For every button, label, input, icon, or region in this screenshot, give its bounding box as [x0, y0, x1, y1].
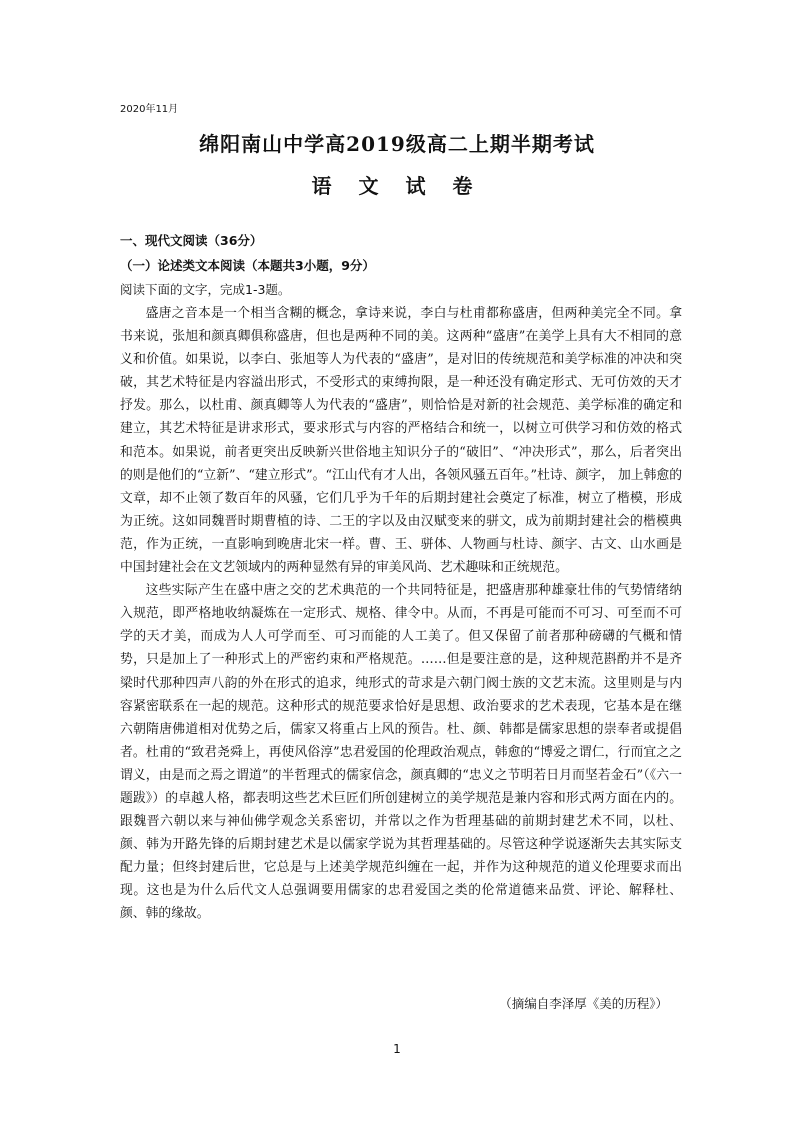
exam-subtitle: 语 文 试 卷 — [311, 174, 483, 198]
exam-title: 绵阳南山中学高2019级高二上期半期考试 — [199, 132, 595, 156]
passage-source: （摘编自李泽厚《美的历程》） — [499, 996, 668, 1011]
section-heading: 一、现代文阅读（36分） — [120, 233, 263, 248]
subsection-heading: （一）论述类文本阅读（本题共3小题，9分） — [120, 258, 375, 273]
reading-instruction: 阅读下面的文字，完成1-3题。 — [120, 282, 291, 297]
passage-paragraph-1: 盛唐之音本是一个相当含糊的概念，拿诗来说，李白与杜甫都称盛唐，但两种美完全不同。拿书来说，张旭和颜真卿俱称盛唐，但也是两种不同的美。这两种“盛唐”在美学上具有大不相同的意义和价值。如果说，以李白、张旭等人为代表的“盛唐”，是对旧的传统规范和美学标准的冲决和突破，其艺术特征是内容溢出形式，不受形式的束缚拘限，是一种还没有确定形式、无可仿效的天才抒发。那么，以杜甫、颜真卿等人为代表的“盛唐”，则恰恰是对新的社会规范、美学标准的确定和建立，其艺术特征是讲求形式，要求形式与内容的严格结合和统一，以树立可供学习和仿效的格式和范本。如果说，前者更突出反映新兴世俗地主知识分子的“破旧”、“冲决形式”，那么，后者突出的则是他们的“立新”、“建立形式”。“江山代有才人出，各领风骚五百年。”杜诗、颜字， 加上韩愈的文章，却不止领了数百年的风骚，它们几乎为千年的后期封建社会奠定了标准，树立了楷模，形成为正统。这如同魏晋时期曹植的诗、二王的字以及由汉赋变来的骈文，成为前期封建社会的楷模典范，作为正统，一直影响到晚唐北宋一样。曹、王、骈体、人物画与杜诗、颜字、古文、山水画是中国封建社会在文艺领域内的两种显然有异的审美风尚、艺术趣味和正统规范。 — [120, 306, 682, 576]
reading-passage — [120, 302, 682, 926]
page-number: 1 — [393, 1042, 401, 1056]
document-date: 2020年11月 — [120, 104, 179, 115]
passage-paragraph-2: 这些实际产生在盛中唐之交的艺术典范的一个共同特征是，把盛唐那种雄豪壮伟的气势情绪纳入规范，即严格地收纳凝炼在一定形式、规格、律令中。从而，不再是可能而不可习、可至而不可学的天才美，而成为人人可学而至、可习而能的人工美了。但又保留了前者那种磅礴的气概和情势，只是加上了一种形式上的严密约束和严格规范。……但是要注意的是，这种规范斟酌并不是齐梁时代那种四声八韵的外在形式的追求，纯形式的苛求是六朝门阀士族的文艺末流。这里则是与内容紧密联系在一起的规范。这种形式的规范要求恰好是思想、政治要求的艺术表现，它基本是在继六朝隋唐佛道相对优势之后，儒家又将重占上风的预告。杜、颜、韩都是儒家思想的崇奉者或提倡者。杜甫的“致君尧舜上，再使风俗淳”忠君爱国的伦理政治观点，韩愈的“博爱之谓仁，行而宜之之谓义，由是而之焉之谓道”的半哲理式的儒家信念，颜真卿的“忠义之节明若日月而坚若金石”（《六一题跋》）的卓越人格，都表明这些艺术巨匠们所创建树立的美学规范是兼内容和形式两方面在内的。跟魏晋六朝以来与神仙佛学观念关系密切，并常以之作为哲理基础的前期封建艺术不同，以杜、颜、韩为开路先锋的后期封建艺术是以儒家学说为其哲理基础的。尽管这种学说逐渐失去其实际支配力量；但终封建后世，它总是与上述美学规范纠缠在一起，并作为这种规范的道义伦理要求而出现。这也是为什么后代文人总强调要用儒家的忠君爱国之类的伦常道德来品赏、评论、解释杜、颜、韩的缘故。 — [120, 583, 682, 922]
